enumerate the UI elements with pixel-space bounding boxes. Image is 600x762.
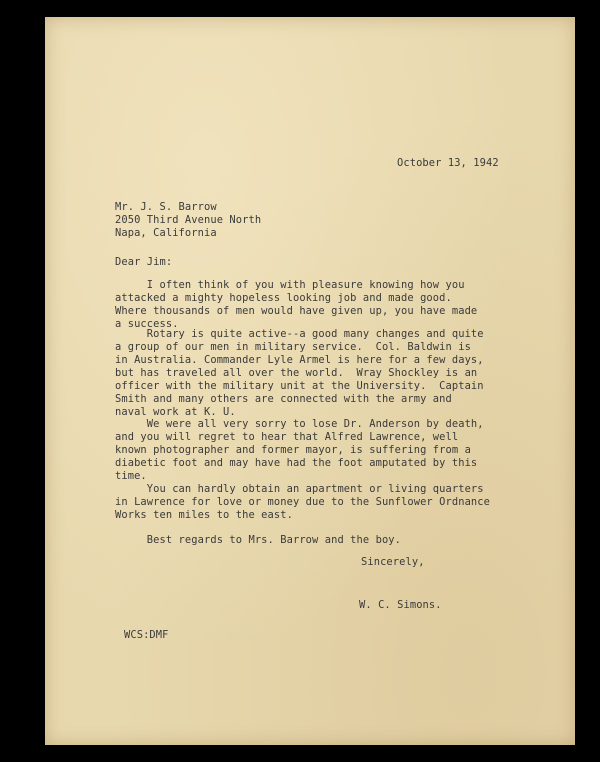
paragraph-line: attacked a mighty hopeless looking job and made good. [115,292,452,304]
paragraph-line: and you will regret to hear that Alfred Lawrence, well [115,431,459,443]
paragraph-line: time. [115,470,147,482]
paragraph-2 [115,328,484,419]
paragraph-line: Where thousands of men would have given up, you have made [115,305,478,317]
paragraph-line: naval work at K. U. [115,406,236,418]
paragraph-line: but has traveled all over the world. Wray Shockley is an [115,367,478,379]
recipient-address [115,201,261,240]
signature: W. C. Simons. [359,599,442,611]
paragraph-line: known photographer and former mayor, is suffering from a [115,444,471,456]
paragraph-line: Best regards to Mrs. Barrow and the boy. [115,534,402,546]
paragraph-1 [115,279,477,331]
paragraph-3 [115,418,484,483]
paragraph-line: in Australia. Commander Lyle Armel is here for a few days, [115,354,484,366]
paragraph-4 [115,483,490,522]
paragraph-line: diabetic foot and may have had the foot amputated by this [115,457,478,469]
recipient-name: Mr. J. S. Barrow [115,201,217,213]
paragraph-line: officer with the military unit at the University. Captain [115,380,484,392]
paragraph-line: I often think of you with pleasure knowing how you [115,279,465,291]
paragraph-5 [115,534,401,546]
paragraph-line: We were all very sorry to lose Dr. Anderson by death, [115,418,484,430]
recipient-street: 2050 Third Avenue North [115,214,262,226]
paragraph-line: Works ten miles to the east. [115,509,293,521]
paragraph-line: You can hardly obtain an apartment or living quarters [115,483,484,495]
paragraph-line: Smith and many others are connected with the army and [115,393,452,405]
salutation: Dear Jim: [115,256,173,268]
letter-paper [45,17,575,745]
paragraph-line: a success. [115,318,179,330]
paragraph-line: in Lawrence for love or money due to the Sunflower Ordnance [115,496,490,508]
reference-initials: WCS:DMF [124,629,169,641]
recipient-city: Napa, California [115,227,217,239]
letter-date: October 13, 1942 [397,157,499,169]
paragraph-line: a group of our men in military service. Col. Baldwin is [115,341,471,353]
closing: Sincerely, [361,556,425,568]
paragraph-line: Rotary is quite active--a good many changes and quite [115,328,484,340]
